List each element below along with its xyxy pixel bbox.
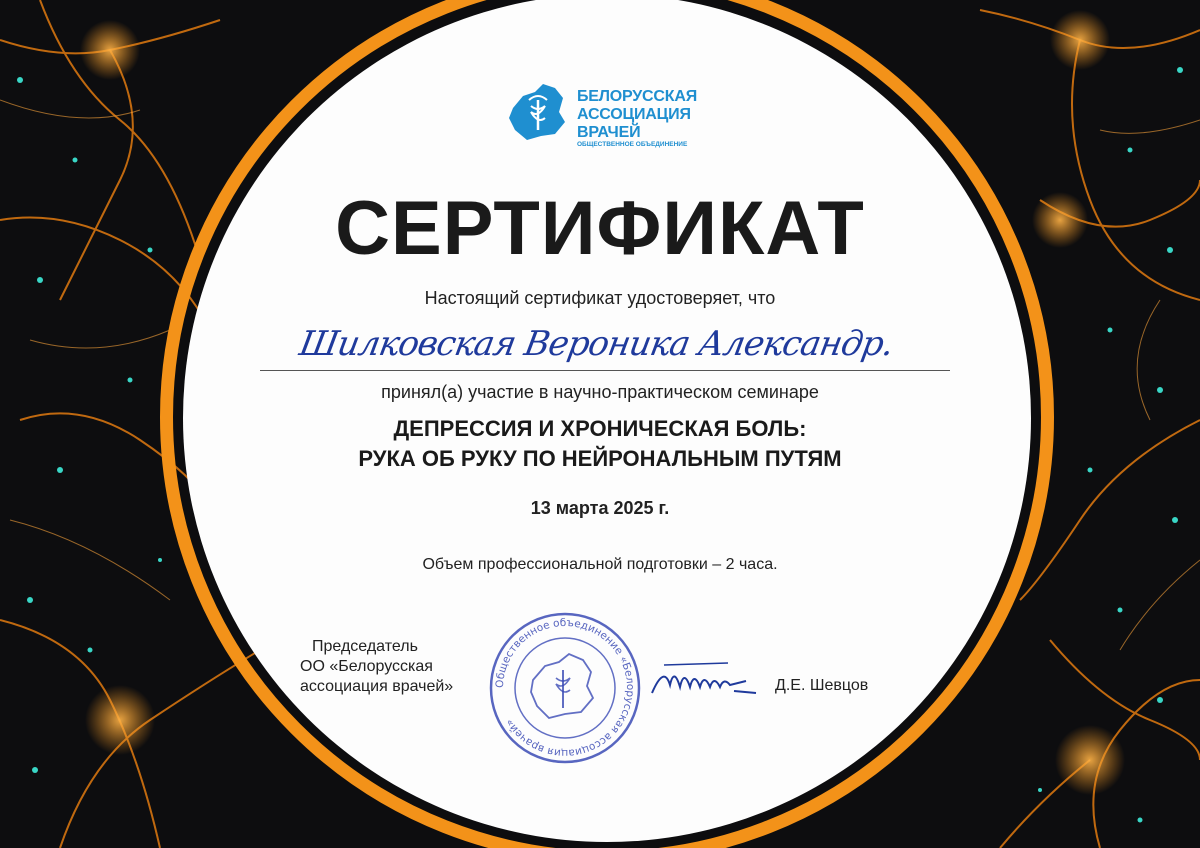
chair-line3: ассоциация врачей» [300, 678, 454, 695]
logo-line2: АССОЦИАЦИЯ [577, 106, 691, 123]
logo-subtitle: ОБЩЕСТВЕННОЕ ОБЪЕДИНЕНИЕ [577, 141, 688, 148]
logo-line1: БЕЛОРУССКАЯ [577, 88, 697, 105]
chair-line2: ОО «Белорусская [300, 658, 433, 675]
chair-line1: Председатель [312, 638, 418, 655]
topic-line2: РУКА ОБ РУКУ ПО НЕЙРОНАЛЬНЫМ ПУТЯМ [358, 446, 842, 471]
association-stamp [485, 608, 645, 768]
seminar-topic [0, 414, 1200, 474]
intro-text: Настоящий сертификат удостоверяет, что [424, 288, 776, 308]
participation-text: принял(а) участие в научно-практическом семинаре [381, 382, 819, 402]
topic-line1: ДЕПРЕССИЯ И ХРОНИЧЕСКАЯ БОЛЬ: [393, 416, 807, 441]
seminar-date: 13 марта 2025 г. [530, 498, 670, 518]
belarus-map-icon [505, 78, 575, 150]
logo-line3: ВРАЧЕЙ [577, 124, 641, 141]
name-underline [260, 370, 950, 371]
recipient-name-handwritten: Шилковская Вероника Александр. [296, 324, 897, 364]
chair-signature [650, 655, 760, 705]
association-logo [505, 78, 705, 150]
chair-title [300, 637, 490, 697]
certificate-title: СЕРТИФИКАТ [335, 186, 865, 271]
training-volume: Объем профессиональной подготовки – 2 часа. [422, 556, 778, 573]
signer-name: Д.Е. Шевцов [775, 677, 869, 694]
stamp-text: Общественное объединение «Белорусская ассоциация врачей» [493, 616, 637, 760]
